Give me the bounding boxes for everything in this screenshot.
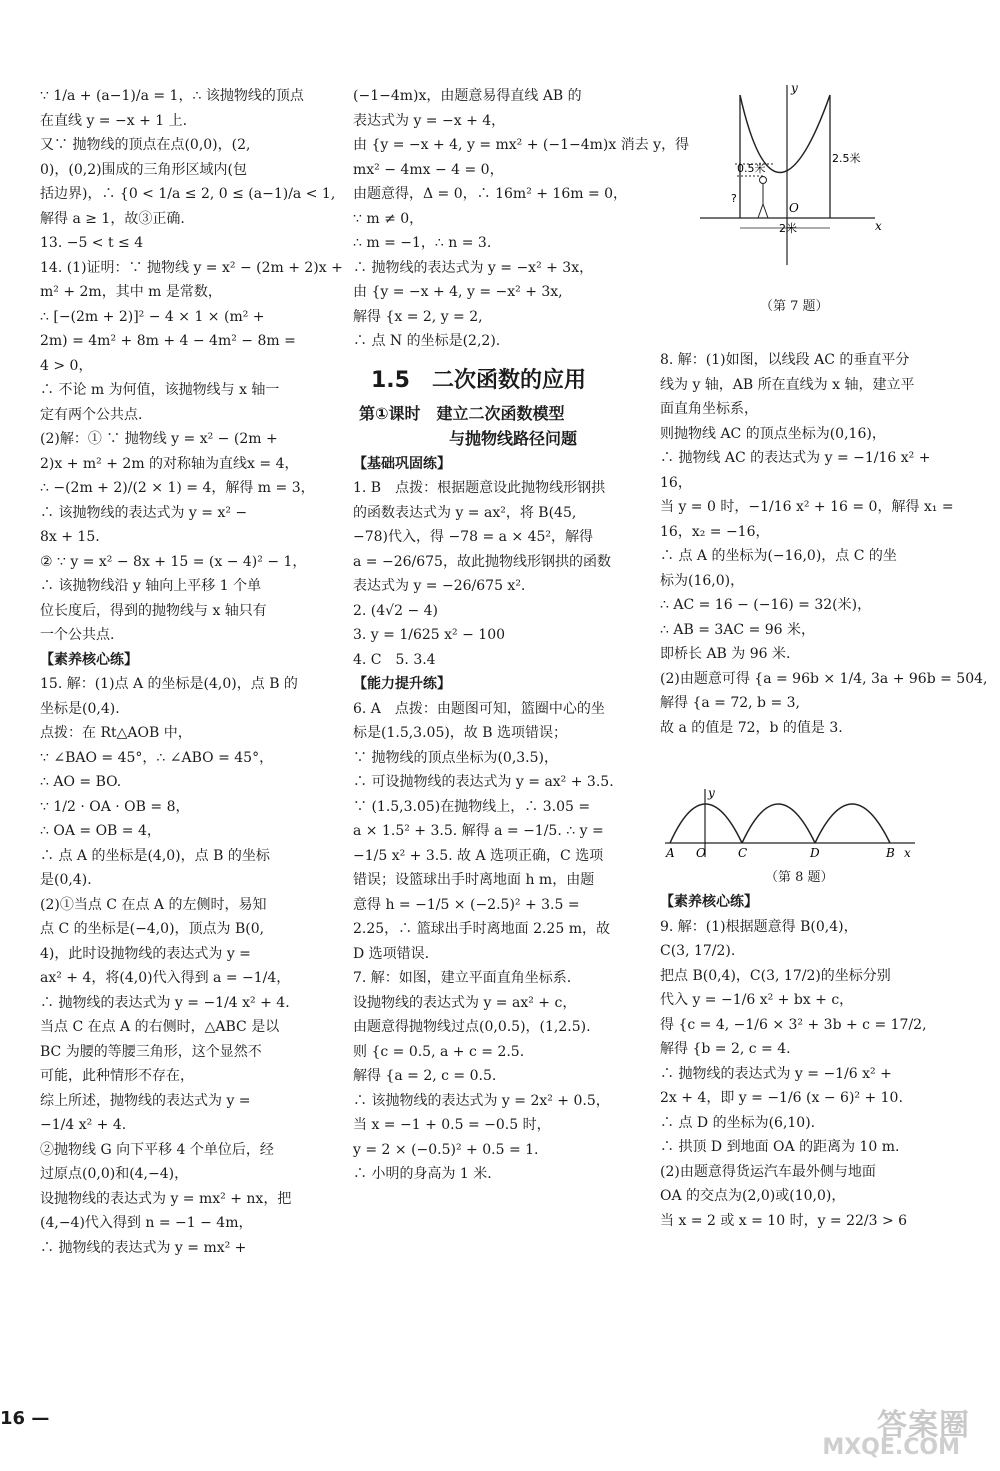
text-line: ∴ 拱顶 D 到地面 OA 的距离为 10 m. [660, 1139, 900, 1155]
figure-7-caption: （第 7 题） [760, 299, 829, 314]
figure-8-caption: （第 8 题） [765, 870, 834, 885]
text-line: 错误；设篮球出手时离地面 h m，由题 [353, 872, 595, 888]
text-line: ∴ 抛物线的表达式为 y = −1/4 x² + 4. [40, 994, 290, 1011]
left-column [40, 84, 343, 1260]
text-line: 16， [660, 474, 692, 491]
text-line: 表达式为 y = −x + 4， [353, 112, 506, 129]
text-line: 一个公共点. [40, 627, 115, 643]
text-line: mx² − 4mx − 4 = 0， [353, 161, 504, 178]
text-line: ∴ 抛物线 AC 的表达式为 y = −1/16 x² + [660, 450, 931, 466]
label-question: ? [731, 192, 737, 205]
text-line: 由题意得，Δ = 0，∴ 16m² + 16m = 0， [353, 186, 628, 202]
text-line: 线为 y 轴，AB 所在直线为 x 轴，建立平 [660, 376, 915, 393]
text-line: 坐标是(0,4). [40, 700, 120, 717]
right-column-bottom [660, 890, 960, 1233]
text-line: ∵ 抛物线的顶点坐标为(0,3.5)， [353, 749, 558, 766]
text-line: 【能力提升练】 [353, 676, 451, 692]
text-line: 4 > 0， [40, 357, 93, 374]
text-line: 则抛物线 AC 的顶点坐标为(0,16)， [660, 425, 886, 442]
text-line: 当 x = 2 或 x = 10 时，y = 22/3 > 6 [660, 1212, 908, 1229]
text-line: 代入 y = −1/6 x² + bx + c， [660, 992, 854, 1008]
text-line: ∴ 小明的身高为 1 米. [353, 1166, 492, 1182]
text-line: 括边界)，∴ {0 < 1/a ≤ 2, 0 ≤ (a−1)/a < 1, [40, 186, 336, 202]
text-line: (2)由题意可得 {a = 96b × 1/4, 3a + 96b = 504, [660, 670, 988, 687]
text-line: 由 {y = −x + 4, y = −x² + 3x, [353, 284, 563, 300]
text-line: 即桥长 AB 为 96 米. [660, 646, 791, 662]
text-line: 点 C 的坐标是(−4,0)，顶点为 B(0, [40, 921, 265, 937]
label-y: y [708, 786, 715, 800]
text-line: D 选项错误. [353, 945, 430, 962]
right-column-top [660, 348, 988, 740]
text-line: 解得 {x = 2, y = 2, [353, 308, 483, 325]
text-line: 解得 {a = 72, b = 3, [660, 695, 800, 711]
text-line: OA 的交点为(2,0)或(10,0)， [660, 1188, 846, 1204]
text-line: a × 1.5² + 3.5. 解得 a = −1/5. ∴ y = [353, 823, 604, 839]
text-line: 【基础巩固练】 [353, 455, 451, 472]
text-line: 定有两个公共点. [40, 406, 143, 423]
person-head [760, 177, 767, 184]
text-line: 当 y = 0 时，−1/16 x² + 16 = 0，解得 x₁ = [660, 499, 954, 515]
text-line: 【素养核心练】 [40, 651, 138, 668]
label-b: B [886, 846, 895, 860]
text-line: 意得 h = −1/5 × (−2.5)² + 3.5 = [353, 896, 580, 913]
text-line: (2)由题意得货运汽车最外侧与地面 [660, 1163, 876, 1180]
figure-8-diagram [660, 785, 920, 860]
text-line: 14. (1)证明：∵ 抛物线 y = x² − (2m + 2)x + [40, 259, 343, 276]
text-line: 的函数表达式为 y = ax²，将 B(45, [353, 504, 577, 521]
text-line: 9. 解：(1)根据题意得 B(0,4)， [660, 918, 858, 935]
page-number: 16 — [0, 1408, 50, 1429]
text-line: ∴ 该抛物线沿 y 轴向上平移 1 个单 [40, 578, 262, 594]
text-line: 解得 {b = 2, c = 4. [660, 1041, 791, 1057]
problem-continuation [353, 84, 690, 354]
text-line: 15. 解：(1)点 A 的坐标是(4,0)，点 B 的 [40, 676, 298, 692]
text-line: −78)代入，得 −78 = a × 45²，解得 [353, 529, 594, 545]
text-line: 8. 解：(1)如图，以线段 AC 的垂直平分 [660, 352, 910, 368]
text-line: 当 x = −1 + 0.5 = −0.5 时， [353, 1117, 551, 1133]
text-line: ∴ m = −1，∴ n = 3. [353, 235, 492, 251]
text-line: ∴ 该抛物线的表达式为 y = x² − [40, 504, 248, 521]
text-line: a = −26/675，故此抛物线形钢拱的函数 [353, 553, 611, 570]
label-x: x [904, 846, 911, 860]
arch-cd [742, 804, 815, 843]
text-line: (2)解：① ∵ 抛物线 y = x² − (2m + [40, 431, 278, 447]
label-c: C [738, 846, 748, 860]
text-line: 0)，(0,2)围成的三角形区域内(包 [40, 161, 248, 178]
text-line: 由 {y = −x + 4, y = mx² + (−1−4m)x 消去 y，得 [353, 137, 690, 153]
label-o: O [696, 846, 706, 860]
text-line: 故 a 的值是 72，b 的值是 3. [660, 719, 843, 736]
text-line: 表达式为 y = −26/675 x². [353, 578, 526, 594]
text-line: 是(0,4). [40, 872, 92, 888]
text-line: y = 2 × (−0.5)² + 0.5 = 1. [353, 1141, 539, 1158]
text-line: ∵ 1/a + (a−1)/a = 1，∴ 该抛物线的顶点 [40, 88, 304, 104]
text-line: ∴ 不论 m 为何值，该抛物线与 x 轴一 [40, 382, 280, 398]
lesson-title: 第①课时 建立二次函数模型 [359, 403, 565, 423]
text-line: 又∵ 抛物线的顶点在点(0,0)，(2, [40, 137, 251, 153]
text-line: 16，x₂ = −16， [660, 523, 770, 540]
section-title: 1.5 二次函数的应用 [371, 367, 586, 393]
text-line: ∴ 点 A 的坐标是(4,0)，点 B 的坐标 [40, 847, 270, 864]
text-line: ∴ 抛物线的表达式为 y = −1/6 x² + [660, 1065, 892, 1082]
text-line: 6. A 点拨：由题图可知，篮圈中心的坐 [353, 700, 605, 717]
figure-7-diagram [695, 80, 885, 270]
text-line: 3. y = 1/625 x² − 100 [353, 627, 506, 643]
text-line: ∵ (1.5,3.05)在抛物线上，∴ 3.05 = [353, 798, 591, 815]
text-line: 2. (4√2 − 4) [353, 602, 439, 619]
text-line: −1/4 x² + 4. [40, 1117, 127, 1133]
text-line: 4)，此时设抛物线的表达式为 y = [40, 945, 251, 962]
text-line: ∴ AC = 16 − (−16) = 32(米)， [660, 597, 872, 613]
text-line: 标是(1.5,3.05)，故 B 选项错误； [353, 725, 567, 741]
text-line: 得 {c = 4, −1/6 × 3² + 3b + c = 17/2, [660, 1016, 927, 1033]
text-line: (4,−4)代入得到 n = −1 − 4m， [40, 1215, 253, 1231]
middle-column [353, 84, 690, 1187]
text-line: ∴ AB = 3AC = 96 米， [660, 621, 816, 638]
label-o: O [789, 201, 799, 215]
text-line: ∴ 点 A 的坐标为(−16,0)，点 C 的坐 [660, 548, 897, 564]
text-line: 则 {c = 0.5, a + c = 2.5. [353, 1043, 525, 1060]
text-line: 8x + 15. [40, 529, 100, 545]
text-line: ∵ 1/2 · OA · OB = 8， [40, 798, 190, 815]
label-25m: 2.5米 [832, 152, 861, 165]
text-line: 2.25，∴ 篮球出手时离地面 2.25 m，故 [353, 921, 610, 937]
label-d: D [810, 846, 820, 860]
text-line: ∴ [−(2m + 2)]² − 4 × 1 × (m² + [40, 308, 265, 325]
text-line: ②抛物线 G 向下平移 4 个单位后，经 [40, 1141, 274, 1158]
text-line: ∵ ∠BAO = 45°，∴ ∠ABO = 45°， [40, 749, 274, 766]
text-line: 标为(16,0)， [660, 572, 745, 589]
text-line: 过原点(0,0)和(4,−4)， [40, 1166, 189, 1182]
text-line: ∴ 可设抛物线的表达式为 y = ax² + 3.5. [353, 774, 614, 790]
text-line: m² + 2m，其中 m 是常数， [40, 284, 222, 300]
text-line: 在直线 y = −x + 1 上. [40, 112, 188, 129]
text-line: 设抛物线的表达式为 y = ax² + c， [353, 994, 577, 1011]
label-05m: 0.5米 [737, 162, 766, 175]
text-line: 1. B 点拨：根据题意设此抛物线形钢拱 [353, 480, 606, 496]
label-a: A [666, 846, 675, 860]
text-line: 解得 {a = 2, c = 0.5. [353, 1068, 497, 1084]
text-line: 当点 C 在点 A 的右侧时，△ABC 是以 [40, 1019, 280, 1035]
text-line: 面直角坐标系， [660, 401, 758, 417]
label-y: y [791, 81, 798, 95]
text-line: 7. 解：如图，建立平面直角坐标系. [353, 970, 572, 986]
text-line: ∴ 抛物线的表达式为 y = −x² + 3x， [353, 259, 594, 276]
text-line: ∴ AO = BO. [40, 774, 122, 790]
text-line: 设抛物线的表达式为 y = mx² + nx，把 [40, 1190, 292, 1207]
text-line: 可能，此种情形不存在， [40, 1068, 194, 1084]
text-line: ∴ 点 N 的坐标是(2,2). [353, 333, 501, 349]
text-line: 把点 B(0,4)，C(3, 17/2)的坐标分别 [660, 967, 891, 984]
text-line: (−1−4m)x，由题意易得直线 AB 的 [353, 88, 582, 104]
text-line: 13. −5 < t ≤ 4 [40, 235, 144, 251]
arch-db [815, 804, 890, 843]
text-line: 【素养核心练】 [660, 894, 758, 910]
text-line: ax² + 4，将(4,0)代入得到 a = −1/4， [40, 970, 291, 986]
text-line: ∵ m ≠ 0， [353, 210, 424, 227]
parabola-rope [740, 95, 830, 173]
label-x: x [875, 219, 882, 233]
text-line: 由题意得抛物线过点(0,0.5)，(1,2.5). [353, 1019, 591, 1035]
text-line: C(3, 17/2). [660, 943, 736, 959]
text-line: ∴ 抛物线的表达式为 y = mx² + [40, 1239, 247, 1256]
text-line: 位长度后，得到的抛物线与 x 轴只有 [40, 602, 267, 619]
text-line: ∴ OA = OB = 4， [40, 823, 161, 839]
arch-ac [670, 804, 742, 843]
text-line: ∴ 点 D 的坐标为(6,10). [660, 1114, 816, 1131]
watermark: 答案圈 [877, 1408, 970, 1443]
text-line: 解得 a ≥ 1，故③正确. [40, 210, 185, 227]
text-line: 2m) = 4m² + 8m + 4 − 4m² − 8m = [40, 333, 296, 349]
text-line: 点拨：在 Rt△AOB 中， [40, 725, 192, 741]
text-line: 2)x + m² + 2m 的对称轴为直线x = 4， [40, 455, 299, 472]
text-line: (2)①当点 C 在点 A 的左侧时，易知 [40, 896, 267, 913]
text-line: 4. C 5. 3.4 [353, 651, 436, 668]
label-2m: 2米 [779, 222, 797, 235]
text-line: 综上所述，抛物线的表达式为 y = [40, 1092, 251, 1109]
text-line: ∴ 该抛物线的表达式为 y = 2x² + 0.5， [353, 1092, 610, 1109]
watermark-url: MXQE.COM [822, 1435, 960, 1460]
lesson-subtitle: 与抛物线路径问题 [449, 428, 578, 448]
text-line: ② ∵ y = x² − 8x + 15 = (x − 4)² − 1， [40, 553, 307, 570]
text-line: ∴ −(2m + 2)/(2 × 1) = 4，解得 m = 3， [40, 480, 315, 496]
text-line: 2x + 4，即 y = −1/6 (x − 6)² + 10. [660, 1090, 903, 1106]
exercise-answers [353, 452, 633, 1187]
text-line: BC 为腰的等腰三角形，这个显然不 [40, 1043, 262, 1060]
text-line: −1/5 x² + 3.5. 故 A 选项正确，C 选项 [353, 847, 604, 864]
